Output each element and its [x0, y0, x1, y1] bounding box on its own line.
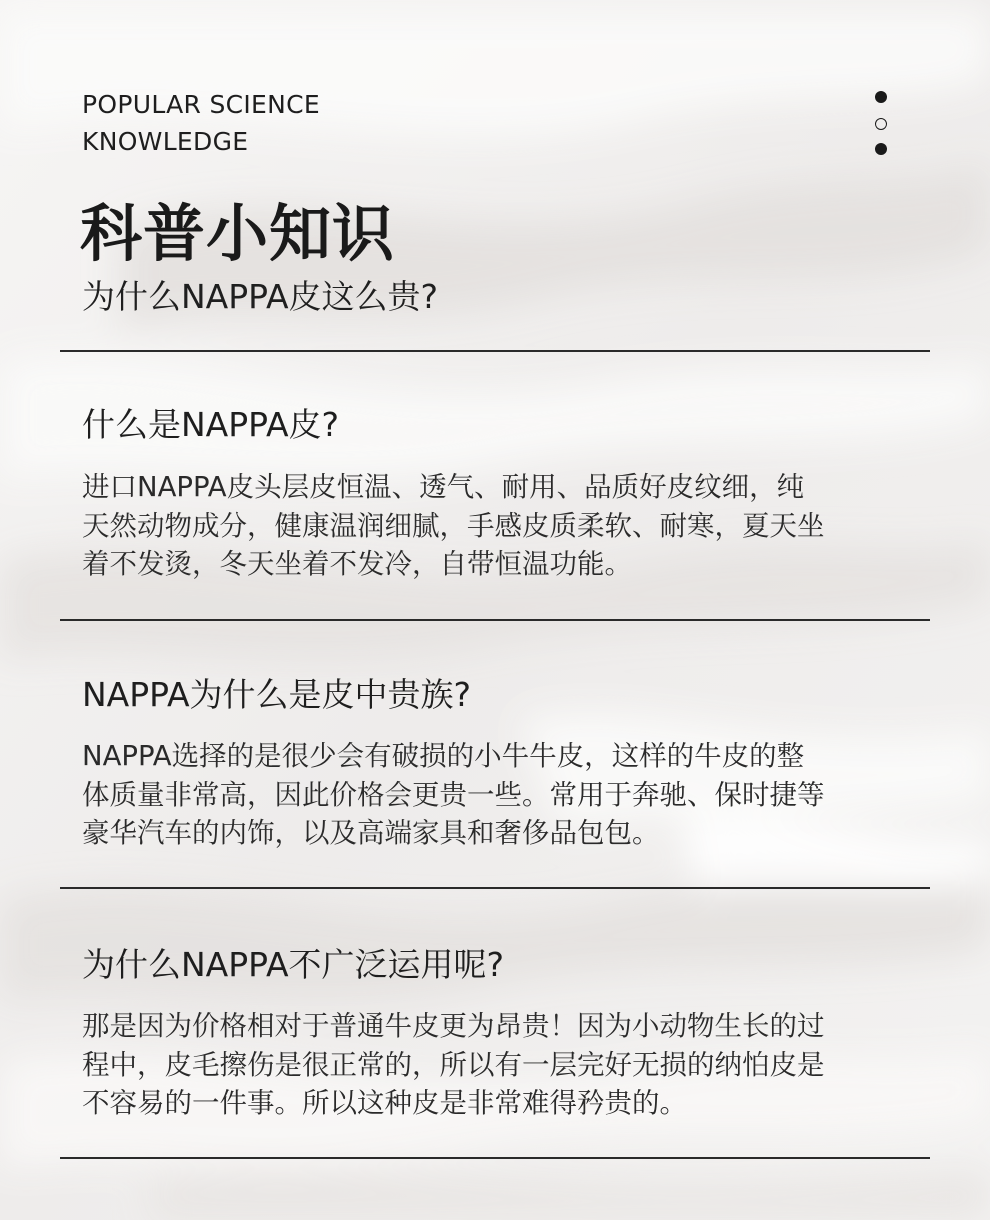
eyebrow-line: POPULAR SCIENCE	[82, 90, 320, 119]
section-heading: 为什么NAPPA不广泛运用呢?	[82, 945, 505, 984]
section-body	[82, 468, 912, 584]
section-heading: NAPPA为什么是皮中贵族?	[82, 675, 472, 714]
body-line: 不容易的一件事。所以这种皮是非常难得矜贵的。	[82, 1087, 687, 1119]
divider	[60, 619, 930, 621]
section-body	[82, 737, 912, 853]
body-line: 进口NAPPA皮头层皮恒温、透气、耐用、品质好皮纹细，纯	[82, 471, 805, 503]
section-heading: 什么是NAPPA皮?	[82, 405, 340, 444]
eyebrow-label	[82, 86, 502, 160]
divider	[60, 887, 930, 889]
divider	[60, 1157, 930, 1159]
body-line: 着不发烫，冬天坐着不发冷，自带恒温功能。	[82, 548, 632, 580]
dot-filled-icon	[875, 143, 887, 155]
divider	[60, 350, 930, 352]
body-line: 体质量非常高，因此价格会更贵一些。常用于奔驰、保时捷等	[82, 778, 825, 811]
decorative-dots	[873, 91, 889, 157]
section-body	[82, 1007, 912, 1123]
body-line: 程中，皮毛擦伤是很正常的，所以有一层完好无损的纳怕皮是	[82, 1048, 825, 1081]
page-subtitle: 为什么NAPPA皮这么贵?	[82, 277, 439, 316]
dot-hollow-icon	[875, 118, 887, 130]
body-line: 那是因为价格相对于普通牛皮更为昂贵！因为小动物生长的过	[82, 1010, 825, 1042]
page-title: 科普小知识	[80, 197, 396, 270]
body-line: 天然动物成分，健康温润细腻，手感皮质柔软、耐寒，夏天坐	[82, 509, 825, 542]
eyebrow-line: KNOWLEDGE	[82, 127, 249, 156]
body-line: 豪华汽车的内饰，以及高端家具和奢侈品包包。	[82, 817, 660, 849]
body-line: NAPPA选择的是很少会有破损的小牛牛皮，这样的牛皮的整	[82, 740, 805, 772]
dot-filled-icon	[875, 91, 887, 103]
